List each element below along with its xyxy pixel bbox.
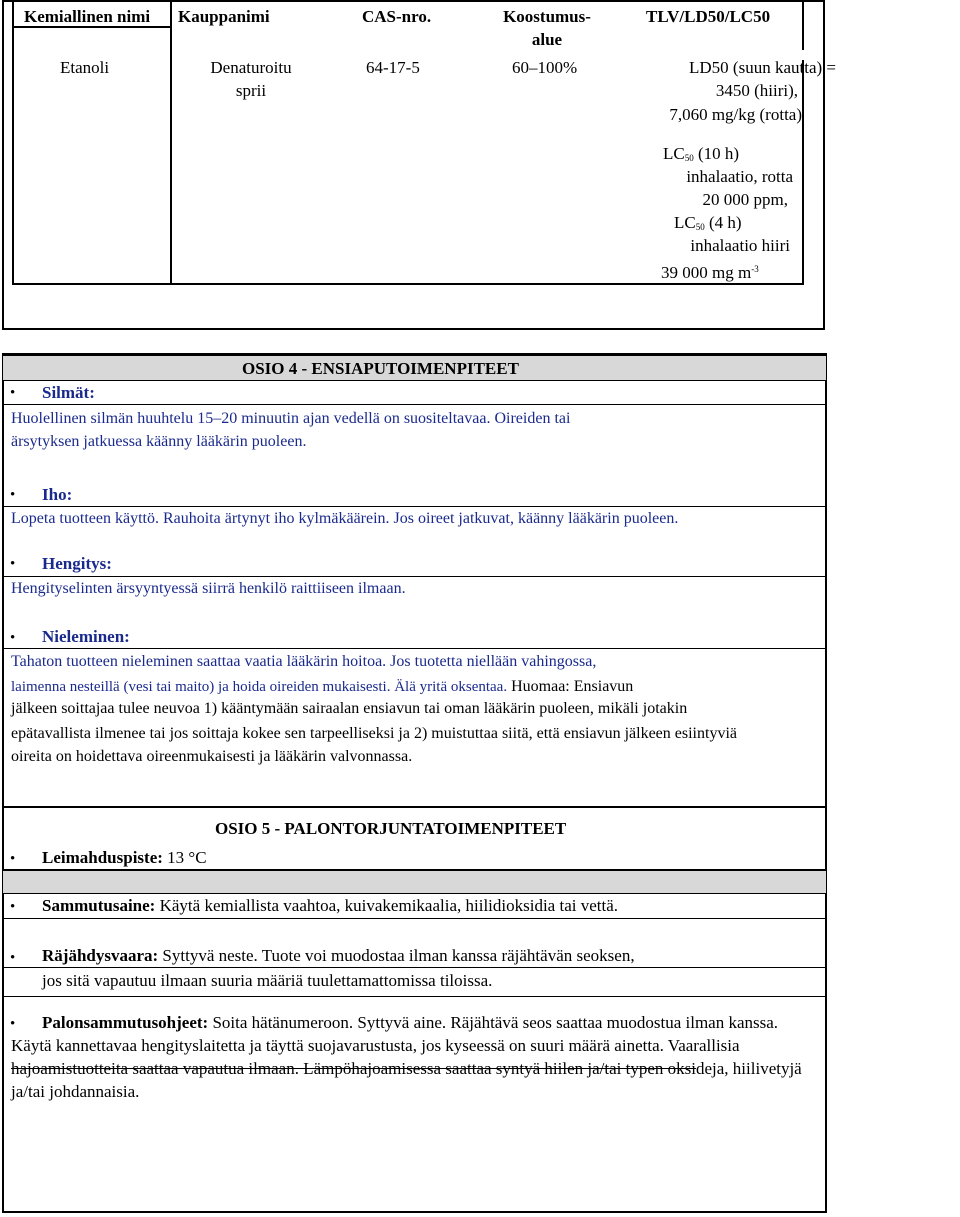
skin-text-1: Lopeta tuotteen käyttö. Rauhoita ärtynyt iho kylmäkäärein. Jos oireet jatkuvat, käänny lääkärin puoleen. [11, 510, 679, 527]
section5-gray-bar [2, 870, 827, 894]
eyes-divider [2, 404, 827, 405]
header-composition-cont: alue [531, 30, 563, 49]
header-toxicity: TLV/LD50/LC50 [646, 7, 771, 26]
swallowing-text-1: Tahaton tuotteen nieleminen saattaa vaatia lääkärin hoitoa. Jos tuotetta niellään vahingossa, [11, 653, 597, 670]
breathing-label: Hengitys: [42, 554, 112, 573]
flash-point: Leimahduspiste: 13 °C [42, 848, 207, 867]
swallowing-label: Nieleminen: [42, 627, 130, 646]
section4-title: OSIO 4 - ENSIAPUTOIMENPITEET [242, 359, 519, 378]
header-composition: Koostumus- [503, 7, 591, 26]
cell-cas: 64-17-5 [366, 58, 420, 77]
section5-title: OSIO 5 - PALONTORJUNTATOIMENPITEET [215, 819, 567, 838]
cell-lc50-2-line1: $LC_{50}$ (4 h) [674, 213, 742, 232]
cell-lc50-2-line3: 39 000 mg $m^{-3}$ [661, 263, 759, 282]
cell-lc50-2-line2: inhalaatio hiiri [690, 236, 790, 255]
bullet: • [10, 385, 16, 401]
swallowing-text-3: jälkeen soittajaa tulee neuvoa 1) kääntymään sairaalan ensiavun tai oman lääkärin puoleen, mikäli jotakin [11, 700, 688, 717]
bullet: • [10, 556, 16, 572]
header-trade-name: Kauppanimi [178, 7, 270, 26]
cell-ld50-line2: 3450 (hiiri), [715, 81, 798, 100]
bullet: • [10, 1016, 16, 1032]
cell-trade-2: sprii [235, 81, 267, 100]
header-cas-number: CAS-nro. [362, 7, 432, 26]
explosion-divider [2, 967, 827, 968]
firefighting-instructions: Palonsammutusohjeet: Soita hätänumeroon. Syttyvä aine. Räjähtävä seos saattaa muodostua ilman kanssa. [42, 1013, 779, 1032]
swallowing-text-4: epätavallista ilmenee tai jos soittaja kokee sen tarpeelliseksi ja 2) muistuttaa siitä, että ensiavun jälkeen esiintyviä [11, 725, 737, 742]
eyes-label: Silmät: [42, 383, 95, 402]
table-divider-4 [802, 60, 804, 285]
swallowing-text-2: laimenna nesteillä (vesi tai maito) ja hoida oireiden mukaisesti. Älä yritä oksentaa. Huomaa: Ensiavun [11, 678, 634, 695]
firefighting-line2: Käytä kannettavaa hengityslaitetta ja täyttä suojavarustusta, jos kyseessä on suuri määrä ainetta. Vaarallisia [11, 1036, 740, 1055]
extinguishing-media: Sammutusaine: Käytä kemiallista vaahtoa, kuivakemikaalia, hiilidioksidia tai vettä. [42, 896, 618, 915]
skin-label: Iho: [42, 485, 73, 504]
bullet: • [10, 487, 16, 503]
swallowing-divider [2, 648, 827, 649]
header-chemical-name: Kemiallinen nimi [24, 7, 151, 26]
bullet: • [10, 851, 16, 867]
table-divider-3 [802, 0, 804, 50]
explosion-hazard-line2: jos sitä vapautuu ilmaan suuria määriä tuulettamattomissa tiloissa. [42, 971, 493, 990]
cell-lc50-1-line3: 20 000 ppm, [702, 190, 788, 209]
eyes-text-2: ärsytyksen jatkuessa käänny lääkärin puoleen. [11, 433, 307, 450]
firefighting-line3: hajoamistuotteita saattaa vapautua ilmaan. Lämpöhajoamisessa saattaa syntyä hiilen ja/tai typen oksideja, hiilivetyjä [11, 1059, 802, 1078]
table-divider-2 [170, 0, 172, 285]
cell-range: 60–100% [512, 58, 578, 77]
cell-chemical: Etanoli [60, 58, 110, 77]
extinguishing-divider [2, 918, 827, 919]
cell-lc50-1-line2: inhalaatio, rotta [686, 167, 793, 186]
table-divider-1 [12, 0, 14, 285]
explosion-bottom [2, 996, 827, 997]
cell-lc50-1-line1: $LC_{50}$ (10 h) [663, 144, 740, 163]
eyes-text-1: Huolellinen silmän huuhtelu 15‒20 minuutin ajan vedellä on suositeltavaa. Oireiden tai [11, 410, 571, 427]
bullet: • [10, 950, 16, 966]
bullet: • [10, 899, 16, 915]
bullet: • [10, 630, 16, 646]
breathing-text-1: Hengityselinten ärsyyntyessä siirrä henkilö raittiiseen ilmaan. [11, 580, 406, 597]
swallowing-text-5: oireita on hoidettava oireenmukaisesti ja lääkärin valvonnassa. [11, 748, 413, 765]
explosion-hazard: Räjähdysvaara: Syttyvä neste. Tuote voi muodostaa ilman kanssa räjähtävän seoksen, [42, 946, 635, 965]
cell-trade-1: Denaturoitu [210, 58, 292, 77]
cell-ld50-line3: 7,060 mg/kg (rotta) [669, 105, 802, 124]
firefighting-line4: ja/tai johdannaisia. [11, 1082, 140, 1101]
cell-ld50-line1: LD50 (suun kautta) = [689, 58, 836, 77]
